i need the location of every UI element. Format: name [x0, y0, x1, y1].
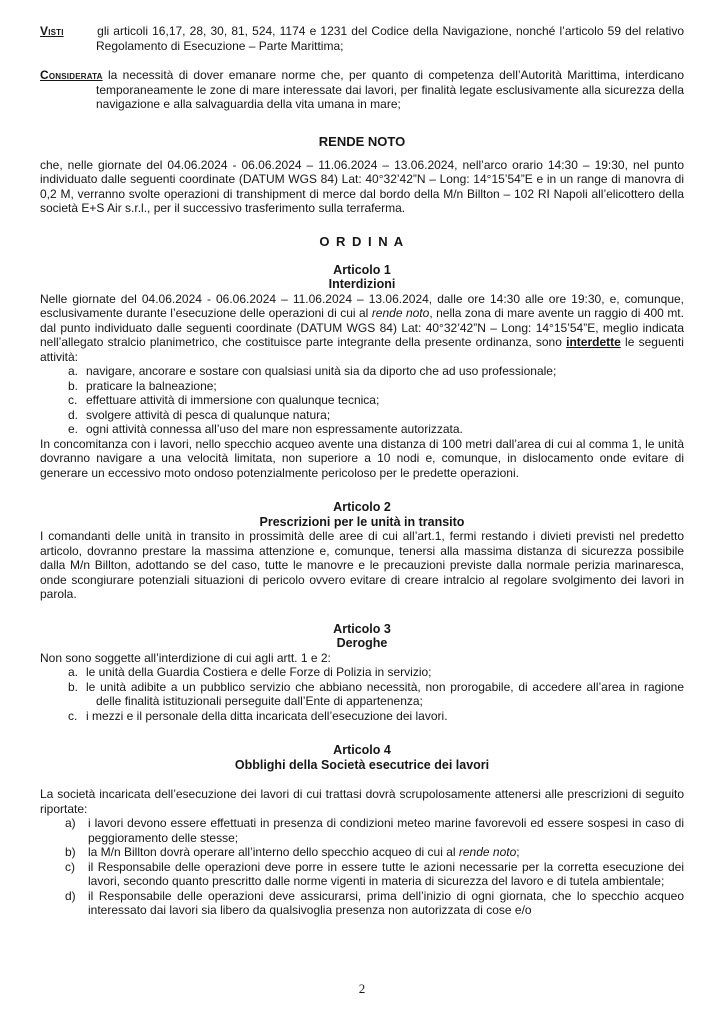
article-1-list [40, 364, 684, 437]
list-item-text: praticare la balneazione; [86, 378, 217, 393]
article-3-number: Articolo 3 [333, 621, 391, 636]
list-item-text: svolgere attività di pesca di qualunque natura; [86, 407, 331, 422]
list-item-text: i lavori devono essere effettuati in presenza di condizioni meteo marine favorevoli ed essere sospesi in caso di peggioramento delle stesse; [88, 816, 684, 845]
article-4-intro: La società incaricata dell’esecuzione dei lavori di cui trattasi dovrà scrupolosamente attenersi alle prescrizioni di seguito riportate: [40, 787, 684, 816]
list-item-text: ogni attività connessa all’uso del mare non espressamente autorizzata. [86, 422, 463, 436]
list-item-marker: d. [68, 407, 79, 422]
clause-visti-label: Visti [40, 24, 64, 38]
article-3-title: Deroghe [336, 636, 388, 650]
list-item [40, 422, 684, 437]
article-1-intro-post: le seguenti attività: [40, 335, 684, 364]
article-1-intro [40, 292, 684, 365]
list-item-marker: b. [68, 679, 79, 694]
list-item-text: il Responsabile delle operazioni deve porre in essere tutte le azioni necessarie per la corretta esecuzione dei lavori, secondo quanto prescritto dalle norme vigenti in materia di sicurezza del lavoro e di tutela ambientale; [88, 859, 684, 888]
list-item-marker: c. [68, 708, 78, 723]
article-2-body: I comandanti delle unità in transito in prossimità delle aree di cui all’art.1, fermi restando i divieti previsti nel predetto articolo, dovranno prestare la massima attenzione e, comunque, tenersi alla massima distanza di sicurezza possibile dalla M/n Billton, adottando se del caso, tutte le manovre e le precauzioni previste dalla normale perizia marinaresca, onde scongiurare potenziali situazioni di pericolo ovvero evitare di creare intralcio al regolare svolgimento dei lavori in parola. [40, 529, 684, 601]
article-2-number: Articolo 2 [333, 500, 391, 514]
list-item [40, 889, 684, 918]
list-item-text: le unità della Guardia Costiera e delle Forze di Polizia in servizio; [86, 665, 432, 679]
list-item [40, 816, 684, 845]
article-3 [40, 622, 684, 724]
list-item-text: i mezzi e il personale della ditta incaricata dell’esecuzione dei lavori. [86, 708, 448, 723]
list-item-text: effettuare attività di immersione con qualunque tecnica; [86, 393, 380, 407]
article-1-intro-italic: rende noto [371, 306, 430, 320]
article-1-intro-mid: , nella zona di mare avente un raggio di 400 mt. dal punto individuato dalle seguenti coordinate (DATUM WGS 84) Lat: 40°32’42”N – Long: 14°15’54”E, meglio indicata nell’allegato stralcio planimetrico, che costituisce parte integrante della presente ordinanza, sono [40, 306, 684, 349]
clause-considerata-text: la necessità di dover emanare norme che, per quanto di competenza dell’Autorità Marittima, interdicano temporaneamente le zone di mare interessate dai lavori, per finalità legate esclusivamente alla sicurezza della navigazione e alla salvaguardia della vita umana in mare; [96, 68, 684, 111]
list-item [40, 408, 684, 423]
list-item-marker: a. [68, 364, 79, 378]
article-1 [40, 263, 684, 481]
rende-noto-heading: RENDE NOTO [318, 133, 406, 149]
list-item [40, 364, 684, 379]
article-3-list [40, 665, 684, 723]
list-item [40, 709, 684, 724]
ordina-heading: O R D I N A [319, 233, 405, 249]
article-1-outro: In concomitanza con i lavori, nello specchio acqueo avente una distanza di 100 metri dall’area di cui al comma 1, le unità dovranno navigare a una velocità limitata, non superiore a 10 nodi e, comunque, in dislocamento onde evitare di generare un eccessivo moto ondoso potenzialmente pericoloso per le predette operazioni. [40, 436, 684, 480]
list-item-marker: c. [68, 393, 78, 407]
article-3-intro: Non sono soggette all’interdizione di cui agli artt. 1 e 2: [40, 650, 331, 665]
article-1-intro-emphasis: interdette [566, 335, 621, 349]
list-item-marker: b. [68, 378, 79, 393]
article-2 [40, 500, 684, 602]
clause-visti-text: gli articoli 16,17, 28, 30, 81, 524, 1174 e 1231 del Codice della Navigazione, nonché l’articolo 59 del relativo Regolamento di Esecuzione – Parte Marittima; [96, 24, 684, 53]
list-item-marker: d) [65, 888, 76, 903]
article-1-title: Interdizioni [328, 277, 396, 291]
article-4-list [40, 816, 684, 918]
list-item-text-italic: rende noto [458, 845, 517, 859]
page-number: 2 [358, 980, 366, 996]
rende-noto-body: che, nelle giornate del 04.06.2024 - 06.06.2024 – 11.06.2024 – 13.06.2024, nell’arco orario 14:30 – 19:30, nel punto individuato dalle seguenti coordinate (DATUM WGS 84) Lat: 40°32’42”N – Long: 14°15’54”E e in un range di manovra di 0,2 M, verranno svolte operazioni di transhipment di merce dal bordo della M/n Billton – 102 RI Napoli all’elicottero della società E+S Air s.r.l., per il successivo trasferimento sulla terraferma. [40, 157, 684, 215]
list-item-text-post: ; [516, 845, 520, 859]
list-item-text: il Responsabile delle operazioni deve assicurarsi, prima dell’inizio di ogni giornata, che lo specchio acqueo interessato dai lavori sia libero da qualsivoglia presenza non autorizzata di cose e/o [88, 888, 684, 917]
article-4 [40, 743, 684, 918]
article-1-intro-pre: Nelle giornate del 04.06.2024 - 06.06.2024 – 11.06.2024 – 13.06.2024, dalle ore 14:30 alle ore 19:30, e, comunque, esclusivamente durante l’esecuzione delle operazioni di cui al [40, 291, 684, 320]
clause-considerata-label: Considerata [40, 68, 103, 82]
list-item-marker: c) [65, 859, 75, 874]
list-item-marker: a. [68, 665, 79, 679]
article-1-number: Articolo 1 [333, 262, 391, 277]
list-item-marker: e. [68, 422, 79, 436]
list-item [40, 680, 684, 709]
list-item-marker: a) [65, 816, 76, 830]
list-item [40, 665, 684, 680]
article-4-title: Obblighi della Società esecutrice dei lavori [234, 757, 490, 772]
list-item-marker: b) [65, 845, 76, 859]
list-item-text: navigare, ancorare e sostare con qualsiasi unità sia da diporto che ad uso professionale; [86, 364, 557, 378]
clause-visti [40, 24, 684, 53]
list-item [40, 860, 684, 889]
list-item [40, 379, 684, 394]
preamble-section [40, 24, 684, 112]
list-item [40, 845, 684, 860]
article-2-title: Prescrizioni per le unità in transito [259, 514, 465, 529]
list-item [40, 393, 684, 408]
list-item-text-pre: la M/n Billton dovrà operare all’interno dello specchio acqueo di cui al [88, 845, 459, 859]
list-item-text: le unità adibite a un pubblico servizio che abbiano necessità, non prorogabile, di accedere all’area in ragione delle finalità istituzionali perseguite dall’Ente di appartenenza; [86, 679, 684, 708]
article-4-number: Articolo 4 [333, 743, 391, 757]
clause-considerata [40, 68, 684, 112]
